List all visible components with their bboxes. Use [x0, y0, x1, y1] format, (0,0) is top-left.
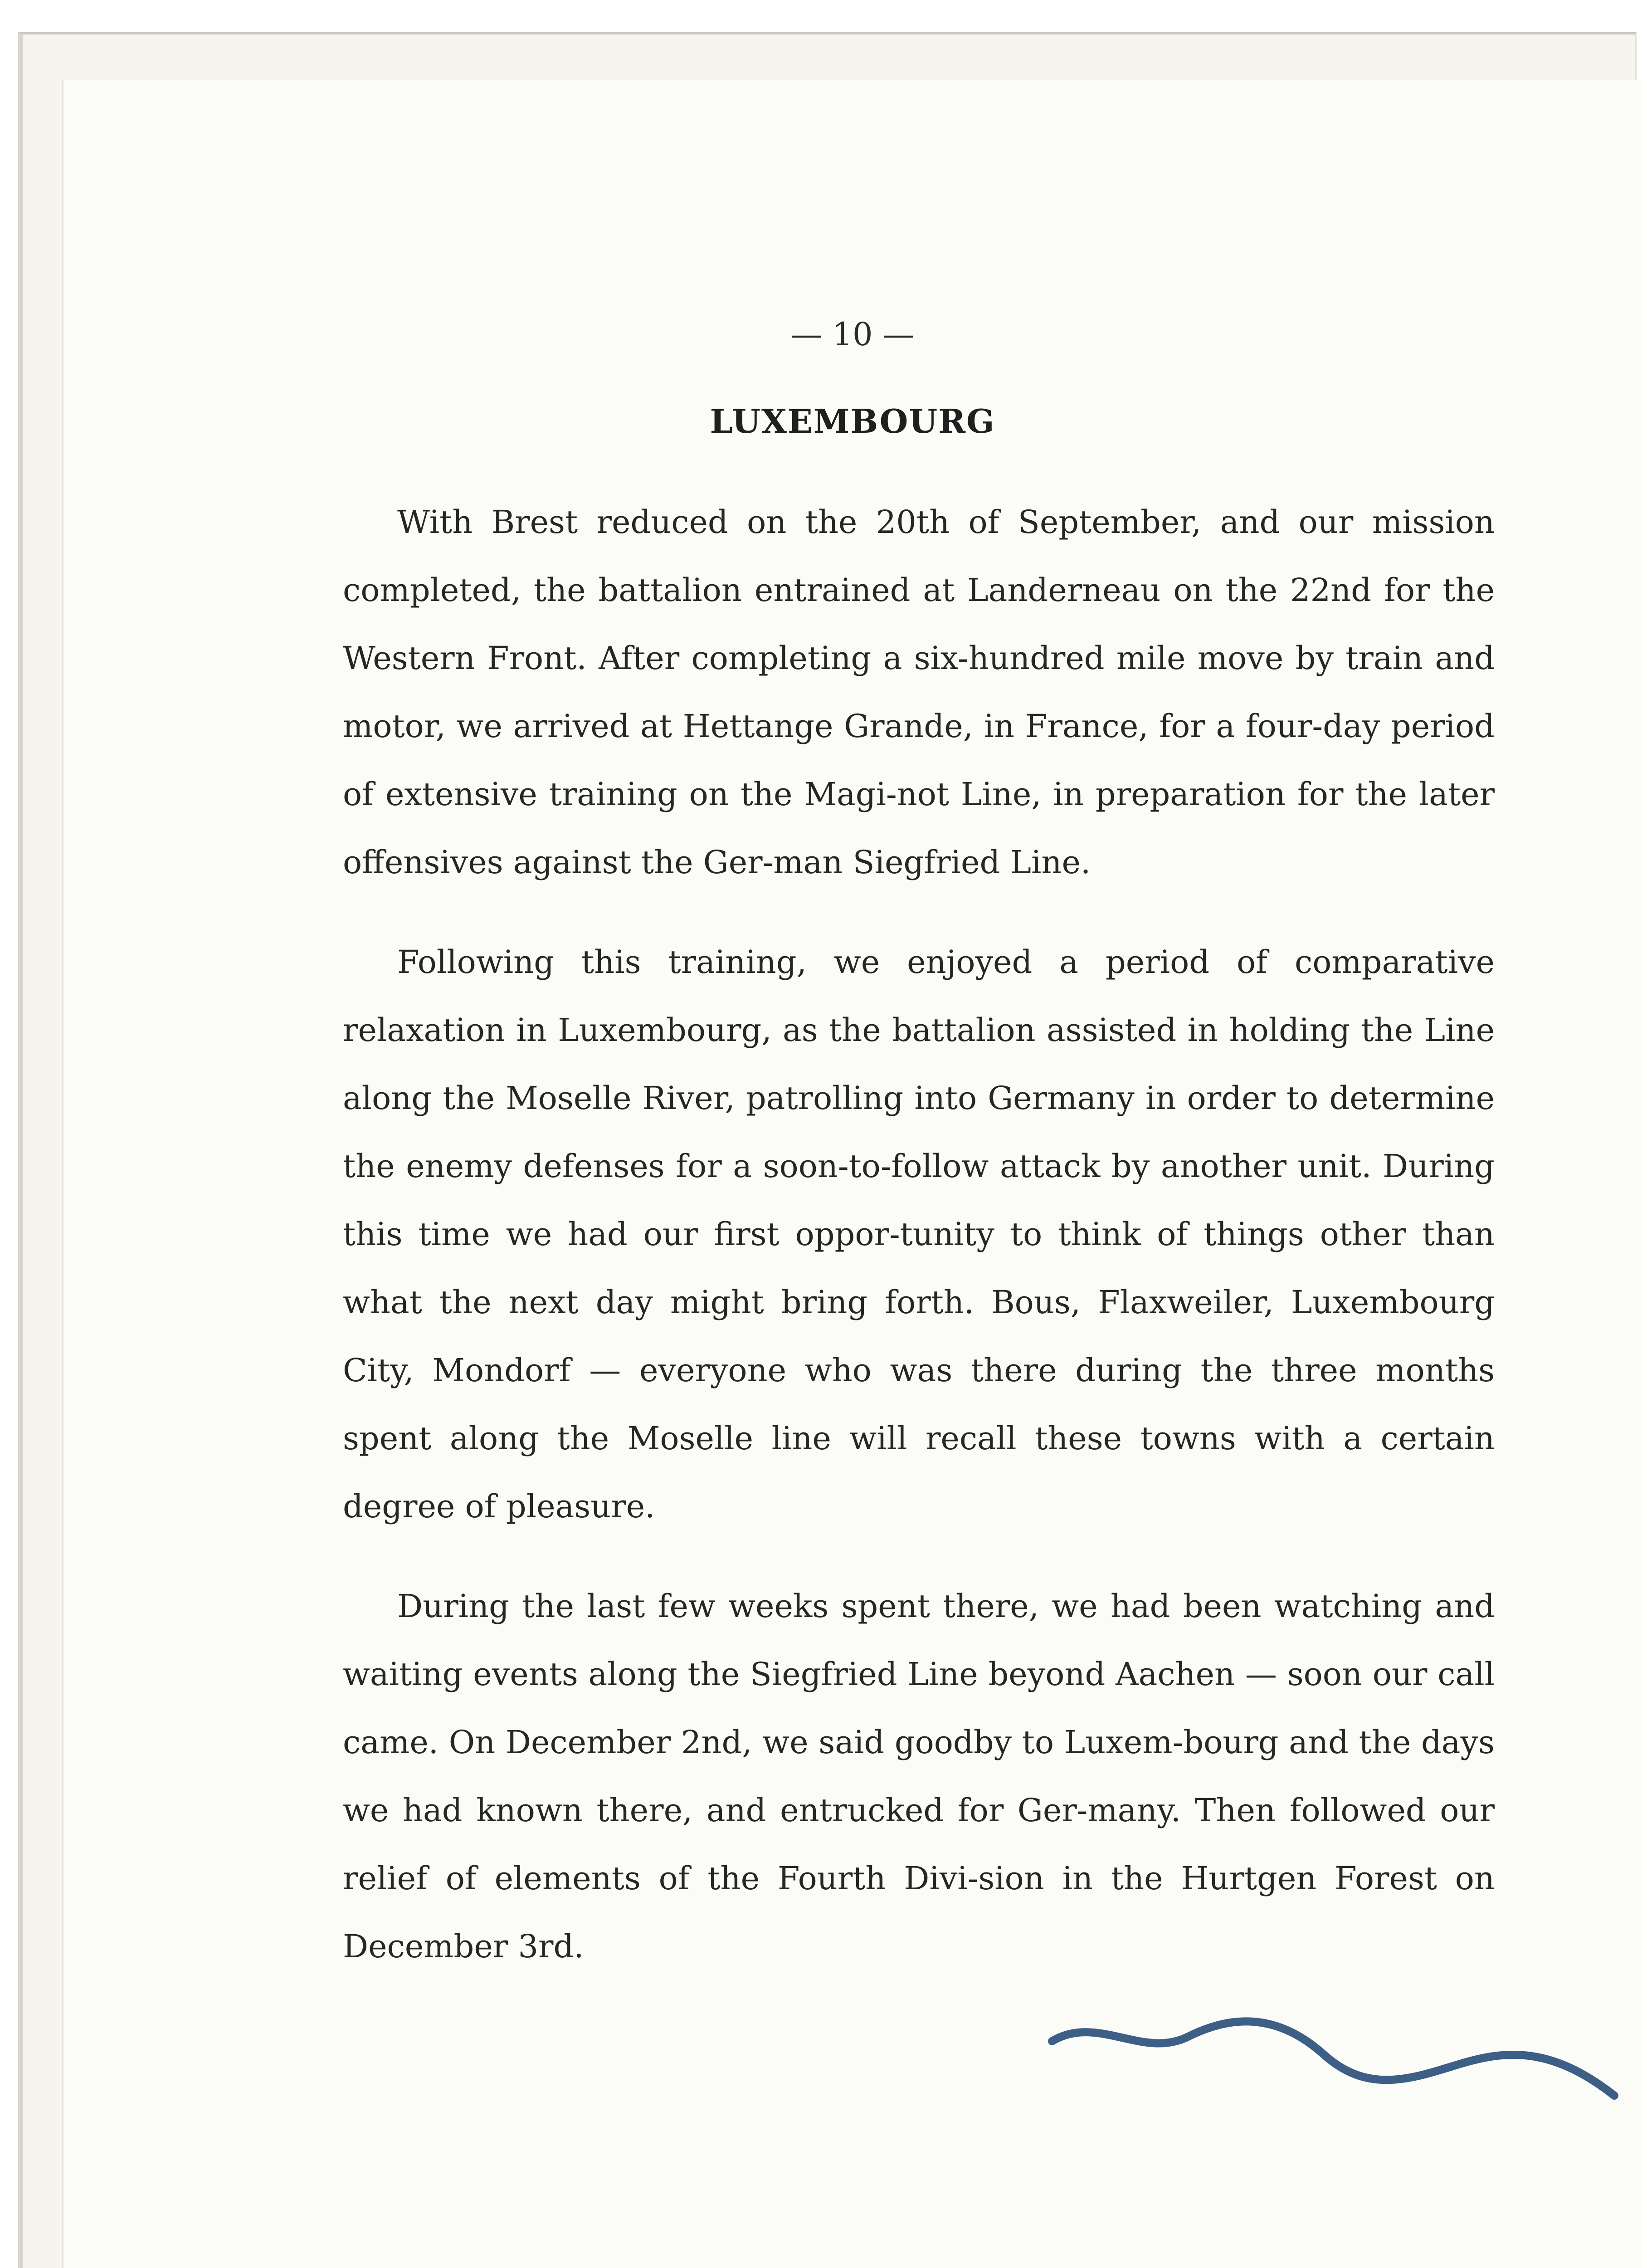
- handwritten-annotation: [1043, 1987, 1632, 2132]
- page-edge-stack: [18, 32, 1637, 2268]
- paragraph-2: Following this training, we enjoyed a period of comparative relaxation in Luxembourg, as the battalion assisted in holding the Line along the Moselle River, patrolling into Germany in order to determine the enemy defenses for a soon-to-follow attack by another unit. During this time we had our first oppor-tunity to think of things other than what the next day might bring forth. Bous, Flaxweiler, Luxembourg City, Mondorf — everyone who was there during the three months spent along the Moselle line will recall these towns with a certain degree of pleasure.: [343, 943, 1495, 1525]
- document-page: [62, 80, 1642, 2268]
- paragraph-3: During the last few weeks spent there, we had been watching and waiting events along the Siegfried Line beyond Aachen — soon our call came. On December 2nd, we said goodby to Luxem-bourg and the days we had known there, and entrucked for Ger-many. Then followed our relief of elements of the Fourth Divi-sion in the Hurtgen Forest on December 3rd.: [343, 1588, 1495, 1965]
- page-number: — 10 —: [790, 316, 915, 353]
- chapter-title: LUXEMBOURG: [710, 402, 995, 440]
- paragraph-1: With Brest reduced on the 20th of September, and our mission completed, the battalion entrained at Landerneau on the 22nd for the Western Front. After completing a six-hundred mile move by train and motor, we arrived at Hettange Grande, in France, for a four-day period of extensive training on the Magi-not Line, in preparation for the later offensives against the Ger-man Siegfried Line.: [343, 503, 1495, 881]
- body-text: [343, 488, 1495, 2012]
